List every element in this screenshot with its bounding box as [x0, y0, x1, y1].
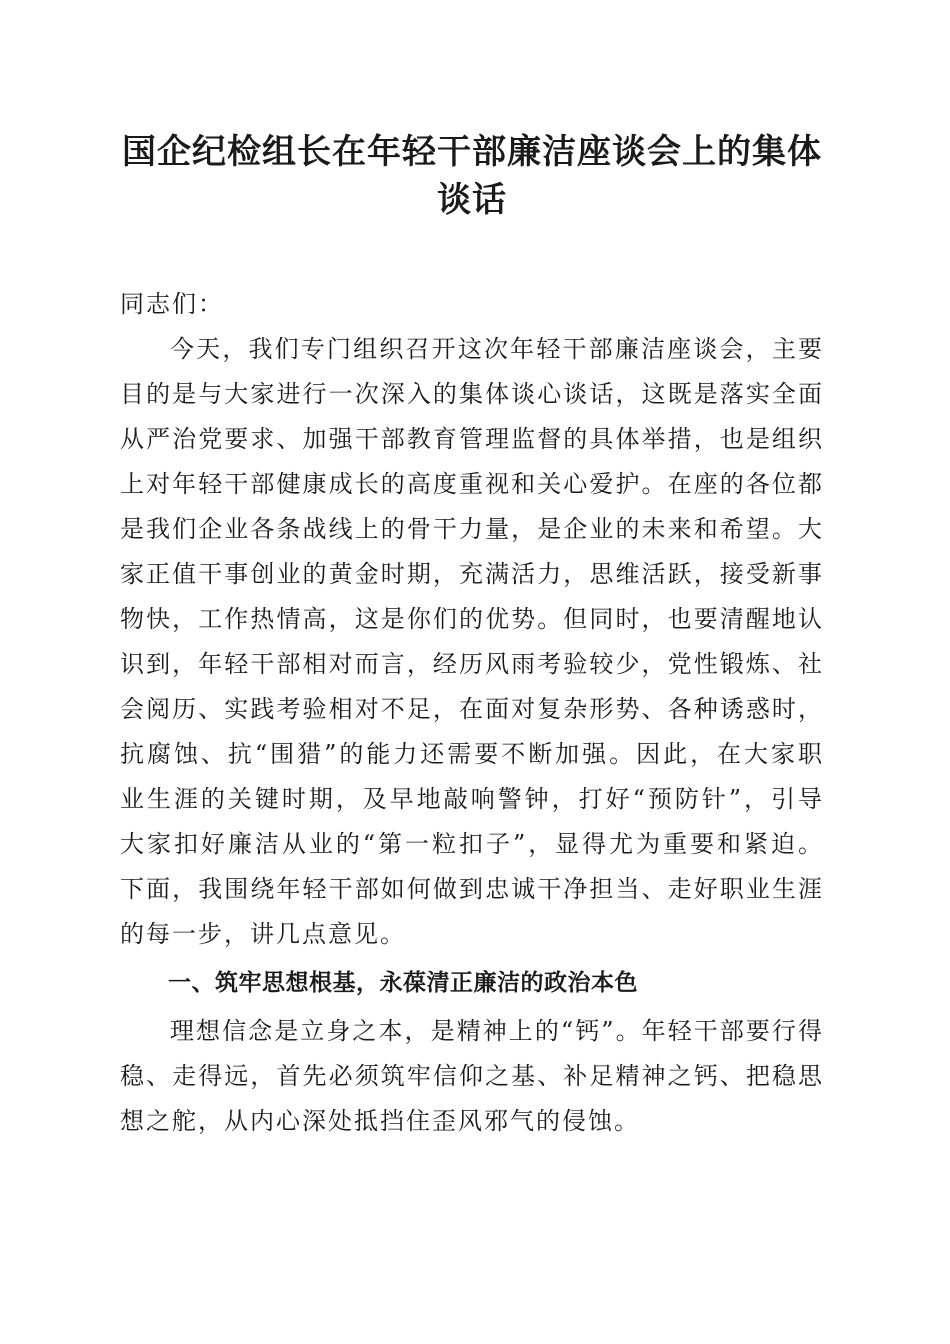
paragraph-intro: 今天，我们专门组织召开这次年轻干部廉洁座谈会，主要目的是与大家进行一次深入的集体谈心谈话，这既是落实全面从严治党要求、加强干部教育管理监督的具体举措，也是组织上对年轻干部健康成长的高度重视和关心爱护。在座的各位都是我们企业各条战线上的骨干力量，是企业的未来和希望。大家正值干事创业的黄金时期，充满活力，思维活跃，接受新事物快，工作热情高，这是你们的优势。但同时，也要清醒地认识到，年轻干部相对而言，经历风雨考验较少，党性锻炼、社会阅历、实践考验相对不足，在面对复杂形势、各种诱惑时，抗腐蚀、抗“围猎”的能力还需要不断加强。因此，在大家职业生涯的关键时期，及早地敲响警钟，打好“预防针”，引导大家扣好廉洁从业的“第一粒扣子”，显得尤为重要和紧迫。下面，我围绕年轻干部如何做到忠诚干净担当、走好职业生涯的每一步，讲几点意见。: [120, 335, 824, 948]
salutation: 同志们：: [120, 290, 224, 318]
document-page: [120, 128, 824, 1144]
document-title: [120, 128, 824, 224]
section-heading-1: 一、筑牢思想根基，永葆清正廉洁的政治本色: [168, 970, 638, 996]
paragraph-section-1: 理想信念是立身之本，是精神上的“钙”。年轻干部要行得稳、走得远，首先必须筑牢信仰之基、补足精神之钙、把稳思想之舵，从内心深处抵挡住歪风邪气的侵蚀。: [120, 1017, 824, 1135]
title-line-1: 国企纪检组长在年轻干部廉洁座谈会上的集体: [122, 132, 822, 172]
title-line-2: 谈话: [437, 180, 507, 220]
